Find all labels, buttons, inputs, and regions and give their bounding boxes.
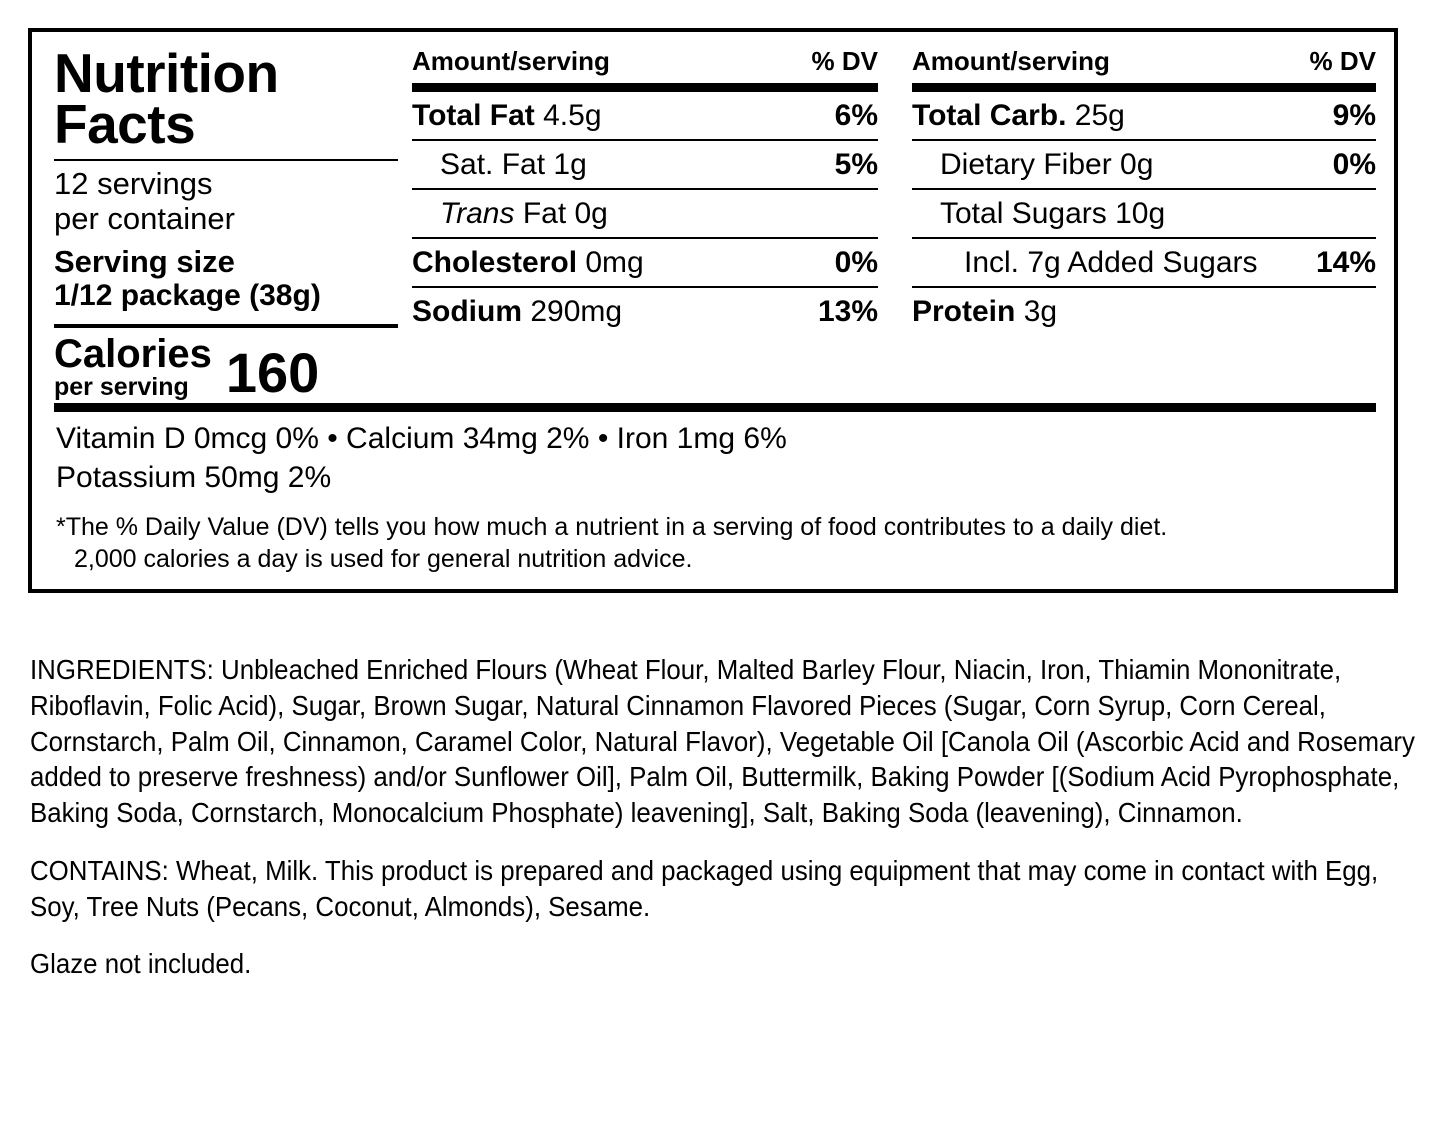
calories-labels — [54, 331, 212, 402]
row-protein-name — [912, 295, 1057, 329]
title-line-2: Facts — [54, 92, 196, 155]
row-total-fat — [412, 92, 878, 141]
row-trans-fat-name — [440, 197, 608, 231]
title-line-1: Nutrition — [54, 42, 279, 104]
daily-value-footnote — [54, 511, 1376, 575]
servings-count: 12 servings — [54, 166, 213, 202]
row-protein-bold: Protein — [912, 295, 1016, 328]
row-cholesterol-name — [412, 246, 644, 280]
vitamins-line-1: Vitamin D 0mcg 0% • Calcium 34mg 2% • Iron 1mg 6% — [56, 422, 787, 456]
header-bar-right — [912, 83, 1376, 92]
calories-sublabel: per serving — [54, 372, 189, 401]
row-protein-amount: 3g — [1023, 295, 1058, 328]
row-added-sugars — [912, 239, 1376, 288]
row-added-sugars-name: Incl. 7g Added Sugars — [964, 246, 1258, 279]
serving-size-label: Serving size — [54, 243, 235, 279]
nutrition-facts-panel — [28, 28, 1398, 593]
row-total-carb-amount: 25g — [1074, 99, 1125, 132]
calories-value: 160 — [225, 341, 320, 405]
glaze-note-text: Glaze not included. — [30, 948, 252, 980]
row-sodium-dv: 13% — [817, 295, 878, 328]
row-total-fat-bold: Total Fat — [412, 99, 535, 132]
row-protein — [912, 288, 1376, 335]
nutrient-columns — [412, 46, 1376, 335]
calories-row — [54, 331, 398, 405]
row-total-carb-bold: Total Carb. — [912, 99, 1067, 132]
serving-size-value: 1/12 package (38g) — [54, 278, 321, 312]
row-cholesterol-dv: 0% — [834, 246, 878, 279]
contains-allergens-text: CONTAINS: Wheat, Milk. This product is prepared and packaged using equipment that may come in contact with Egg, Soy, Tree Nuts (Pecans, Coconut, Almonds), Sesame. — [30, 854, 1379, 922]
row-sodium-bold: Sodium — [412, 295, 522, 328]
amount-per-serving-header-right: Amount/serving — [912, 46, 1110, 76]
servings-per-container-label: per container — [54, 200, 235, 236]
row-sodium — [412, 288, 878, 335]
header-row-right — [912, 46, 1376, 83]
footnote-line-2: 2,000 calories a day is used for general nutrition advice. — [74, 545, 693, 573]
row-sat-fat-name: Sat. Fat 1g — [440, 148, 587, 181]
amount-per-serving-header-left: Amount/serving — [412, 46, 610, 76]
nutrient-column-right — [894, 46, 1376, 335]
row-cholesterol-amount: 0mg — [585, 246, 644, 279]
servings-per-container — [54, 167, 398, 236]
row-sat-fat-dv: 5% — [834, 148, 878, 181]
serving-info-column — [54, 42, 412, 405]
dv-header-left: % DV — [811, 46, 878, 76]
row-sodium-name — [412, 295, 622, 329]
row-total-carb-name — [912, 99, 1125, 133]
dv-header-right: % DV — [1309, 46, 1376, 76]
row-total-carb-dv: 9% — [1332, 99, 1376, 132]
row-total-carb — [912, 92, 1376, 141]
ingredients-section — [30, 652, 1420, 982]
nutrient-column-left — [412, 46, 894, 335]
header-bar-left — [412, 83, 878, 92]
row-dietary-fiber-name: Dietary Fiber 0g — [940, 148, 1154, 181]
calories-label: Calories — [54, 331, 212, 376]
row-sodium-amount: 290mg — [530, 295, 623, 328]
row-trans-fat-amount: Fat 0g — [522, 197, 608, 230]
row-cholesterol-bold: Cholesterol — [412, 246, 578, 279]
row-total-fat-amount: 4.5g — [543, 99, 602, 132]
row-dietary-fiber — [912, 141, 1376, 190]
divider-above-calories — [54, 324, 398, 328]
row-trans-fat — [412, 190, 878, 239]
vitamins-line-2: Potassium 50mg 2% — [56, 460, 332, 494]
vitamins-block — [54, 412, 1376, 497]
divider-under-title — [54, 159, 398, 161]
row-total-fat-name — [412, 99, 602, 133]
header-row-left — [412, 46, 878, 83]
row-added-sugars-dv: 14% — [1315, 246, 1376, 279]
footnote-line-1: *The % Daily Value (DV) tells you how much a nutrient in a serving of food contributes to a daily diet. — [56, 513, 1168, 541]
row-total-fat-dv: 6% — [834, 99, 878, 132]
nutrition-facts-top — [54, 42, 1376, 405]
row-dietary-fiber-dv: 0% — [1332, 148, 1376, 181]
row-total-sugars — [912, 190, 1376, 239]
row-cholesterol — [412, 239, 878, 288]
page-title — [54, 42, 398, 155]
row-total-sugars-name: Total Sugars 10g — [940, 197, 1166, 230]
row-trans-fat-italic: Trans — [440, 197, 515, 230]
ingredients-text: INGREDIENTS: Unbleached Enriched Flours (Wheat Flour, Malted Barley Flour, Niacin, Iron, Thiamin Mononitrate, Riboflavin, Folic Acid), Sugar, Brown Sugar, Natural Cinnamon Flavored Pieces (Sugar, Corn Syrup, Corn Cereal, Cornstarch, Palm Oil, Cinnamon, Caramel Color, Natural Flavor), Vegetable Oil [Canola Oil (Ascorbic Acid and Rosemary added to preserve freshness) and/or Sunflower Oil], Palm Oil, Buttermilk, Baking Powder [(Sodium Acid Pyrophosphate, Baking Soda, Cornstarch, Monocalcium Phosphate) leavening], Salt, Baking Soda (leavening), Cinnamon. — [30, 654, 1415, 828]
divider-above-vitamins — [54, 403, 1376, 412]
row-sat-fat — [412, 141, 878, 190]
